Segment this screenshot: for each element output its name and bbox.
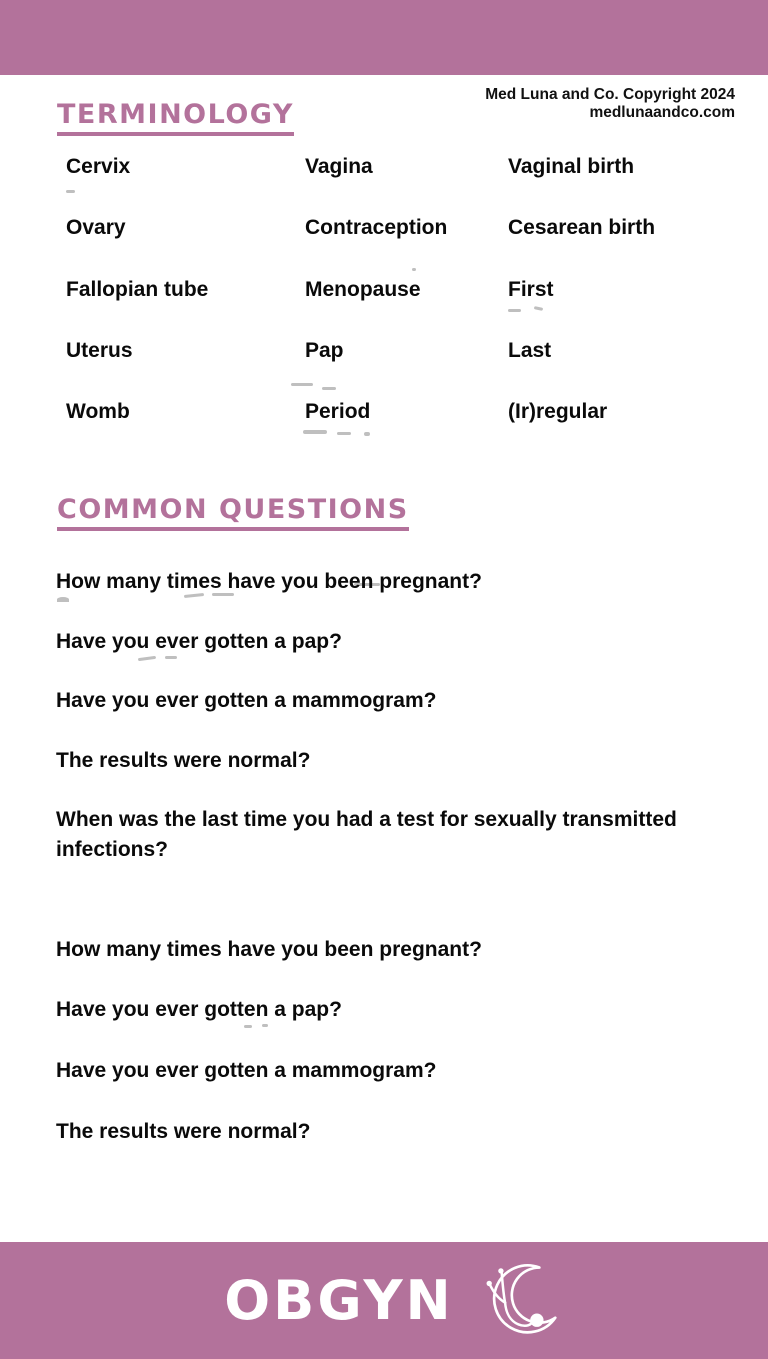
- question-pregnant-2: How many times have you been pregnant?: [56, 938, 482, 961]
- term-vagina: Vagina: [305, 155, 373, 178]
- erased-text-mark: [66, 190, 75, 193]
- erased-text-mark: [508, 309, 521, 312]
- erased-text-mark: [412, 268, 416, 271]
- term-contraception: Contraception: [305, 216, 448, 240]
- question-results-2: The results were normal?: [56, 1120, 311, 1143]
- term-first: First: [508, 277, 554, 301]
- erased-text-mark: [322, 387, 336, 390]
- erased-text-mark: [337, 432, 351, 435]
- erased-text-mark: [244, 1025, 252, 1028]
- term-cesarean-birth: Cesarean birth: [508, 216, 656, 240]
- term-last: Last: [508, 338, 552, 362]
- top-color-bar: [0, 0, 768, 75]
- footer-content: [224, 1259, 572, 1343]
- term-pap: Pap: [305, 338, 344, 362]
- term-menopause: Menopause: [305, 277, 421, 301]
- common-questions-heading: COMMON QUESTIONS: [57, 496, 409, 531]
- term-cervix: Cervix: [66, 155, 131, 178]
- term-irregular: (Ir)regular: [508, 400, 608, 424]
- question-sti-test: When was the last time you had a test for sexually transmitted infections?: [56, 808, 677, 861]
- erased-text-mark: [364, 432, 370, 436]
- term-uterus: Uterus: [66, 338, 133, 362]
- erased-text-mark: [303, 430, 327, 434]
- term-ovary: Ovary: [66, 216, 126, 240]
- copyright-line: Med Luna and Co. Copyright 2024: [485, 86, 735, 103]
- terminology-heading: TERMINOLOGY: [57, 101, 294, 136]
- footer-title: OBGYN: [224, 1268, 454, 1332]
- question-pap-2: Have you ever gotten a pap?: [56, 998, 342, 1021]
- copyright-website: medlunaandco.com: [589, 104, 735, 121]
- copyright-block: [485, 86, 735, 122]
- footer-bar: [0, 1242, 768, 1359]
- term-vaginal-birth: Vaginal birth: [508, 155, 635, 178]
- term-period: Period: [305, 400, 371, 424]
- moon-stethoscope-icon: [480, 1259, 572, 1343]
- term-fallopian-tube: Fallopian tube: [66, 277, 209, 301]
- question-pap-1: Have you ever gotten a pap?: [56, 630, 342, 653]
- terminology-grid: [66, 155, 726, 461]
- term-womb: Womb: [66, 400, 130, 424]
- erased-text-mark: [57, 597, 69, 602]
- question-results-1: The results were normal?: [56, 749, 311, 772]
- erased-text-mark: [291, 383, 313, 386]
- question-mammogram-2: Have you ever gotten a mammogram?: [56, 1059, 437, 1082]
- question-mammogram-1: Have you ever gotten a mammogram?: [56, 689, 437, 712]
- question-pregnant-1: How many times have you been pregnant?: [56, 570, 482, 593]
